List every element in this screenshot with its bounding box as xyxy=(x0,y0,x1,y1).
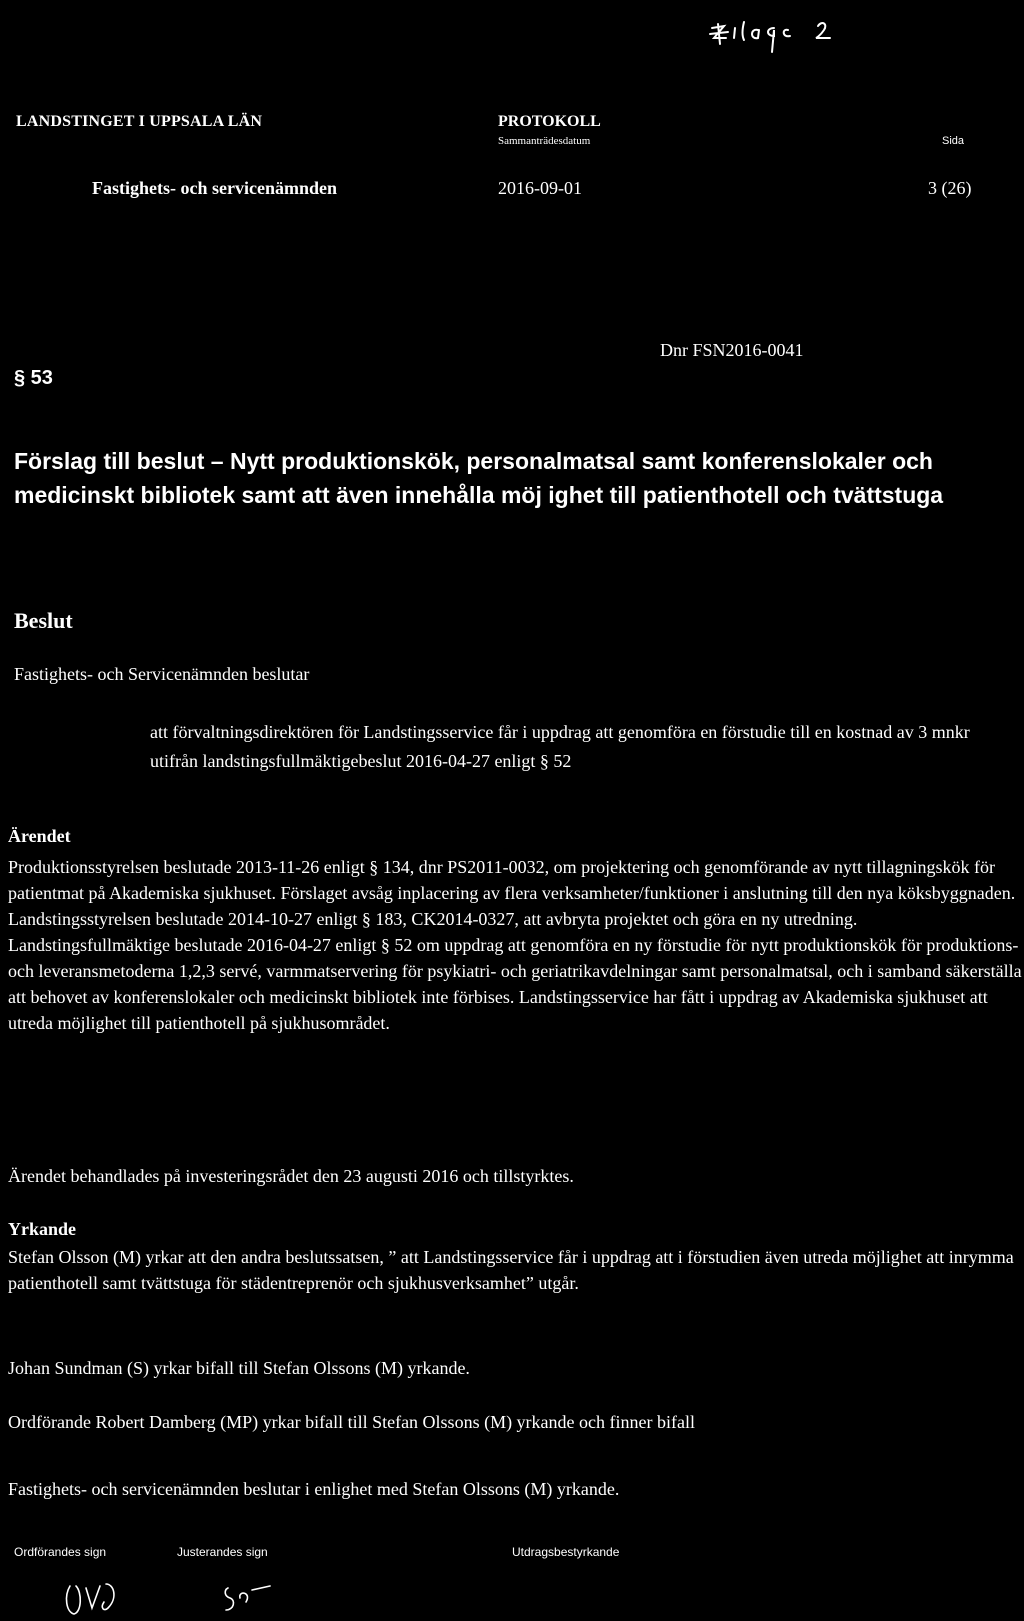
section-number: § 53 xyxy=(14,367,53,389)
yrkande-paragraph-4: Fastighets- och servicenämnden beslutar i enlighet med Stefan Olssons (M) yrkande. xyxy=(8,1479,620,1499)
yrkande-paragraph-3: Ordförande Robert Damberg (MP) yrkar bifall till Stefan Olssons (M) yrkande och finner bifall xyxy=(8,1412,695,1432)
page-number: 3 (26) xyxy=(928,178,972,198)
adjuster-signature xyxy=(218,1580,278,1616)
meeting-date-label: Sammanträdesdatum xyxy=(498,135,591,147)
chair-sign-label: Ordförandes sign xyxy=(14,1545,107,1559)
diary-number: Dnr FSN2016-0041 xyxy=(660,340,804,360)
arendet-body: Produktionsstyrelsen beslutade 2013-11-26 enligt § 134, dnr PS2011-0032, om projektering och genomförande av nytt tillagningskök för patientmat på Akademiska sjukhuset. Förslaget avsåg inplacering av flera verksamheter/funktioner i anslutning till den nya köksbyggnaden. Landstingsstyrelsen beslutade 2014-10-27 enligt § 183, CK2014-0327, att avbryta projektet och göra en ny utredning. Landstingsfullmäktige beslutade 2016-04-27 enligt § 52 om uppdrag att genomföra en ny förstudie för nytt produktionskök för produktions- och leveransmetoderna 1,2,3 servé, varmmatservering för psykiatri- och geriatrikavdelningar samt personalmatsal, och i samband säkerställa att behovet av konferenslokaler och medicinskt bibliotek inte förbises. Landstingsservice har fått i uppdrag av Akademiska sjukhuset att utreda möjlighet till patienthotell på sjukhusområdet. xyxy=(8,857,1022,1033)
chair-signature xyxy=(60,1578,150,1618)
section-title: Förslag till beslut – Nytt produktionskök, personalmatsal samt konferenslokaler och medicinskt bibliotek samt att även innehålla möj ighet till patienthotell och tvättstuga xyxy=(14,448,944,508)
adjuster-sign-label: Justerandes sign xyxy=(177,1545,268,1559)
beslut-heading: Beslut xyxy=(14,608,73,633)
handwritten-annotation xyxy=(700,14,840,64)
beslut-intro: Fastighets- och Servicenämnden beslutar xyxy=(14,664,310,684)
committee-name: Fastighets- och servicenämnden xyxy=(92,178,337,198)
yrkande-paragraph-1: Stefan Olsson (M) yrkar att den andra beslutssatsen, ” att Landstingsservice får i uppdrag att i förstudien även utreda möjlighet att inrymma patienthotell samt tvättstuga för städentreprenör och sjukhusverksamhet” utgår. xyxy=(8,1247,1014,1293)
extract-certification-label: Utdragsbestyrkande xyxy=(512,1545,620,1559)
beslut-att-clause: att förvaltningsdirektören för Landstingsservice får i uppdrag att genomföra en förstudie till en kostnad av 3 mnkr utifrån landstingsfullmäktigebeslut 2016-04-27 enligt § 52 xyxy=(150,722,970,771)
meeting-date: 2016-09-01 xyxy=(498,178,582,198)
organization-name: LANDSTINGET I UPPSALA LÄN xyxy=(16,113,263,130)
yrkande-heading: Yrkande xyxy=(8,1219,77,1239)
arendet-heading: Ärendet xyxy=(8,826,71,846)
page-label: Sida xyxy=(942,135,965,147)
document-type: PROTOKOLL xyxy=(498,113,601,130)
arendet-note: Ärendet behandlades på investeringsrådet den 23 augusti 2016 och tillstyrktes. xyxy=(8,1166,574,1186)
yrkande-paragraph-2: Johan Sundman (S) yrkar bifall till Stefan Olssons (M) yrkande. xyxy=(8,1358,470,1378)
